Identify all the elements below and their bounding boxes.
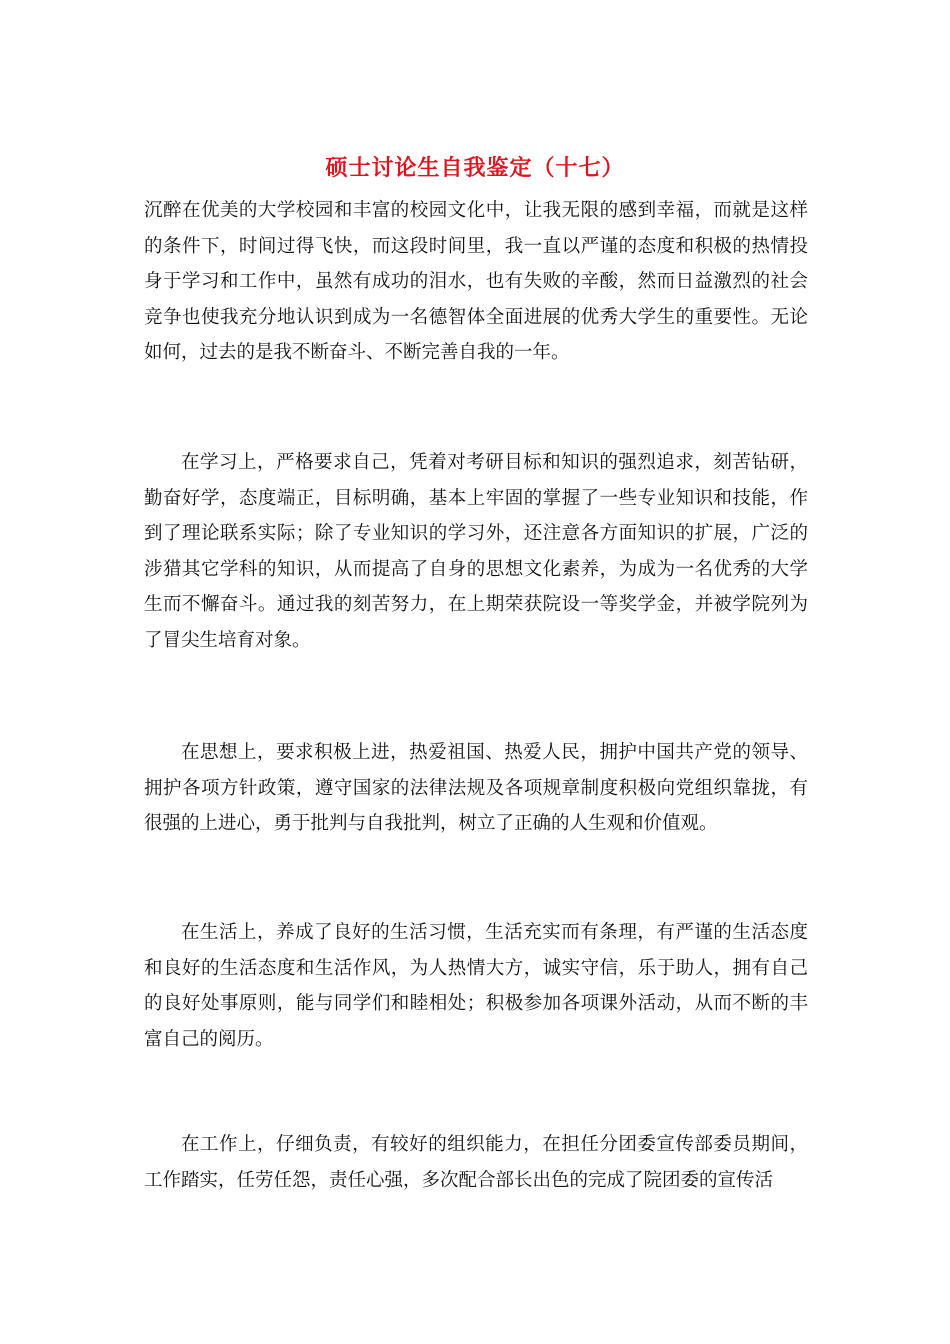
paragraph-work: 在工作上，仔细负责，有较好的组织能力，在担任分团委宣传部委员期间，工作踏实，任劳任怨，责任心强，多次配合部长出色的完成了院团委的宣传活 <box>144 1134 808 1191</box>
paragraph-intro: 沉醉在优美的大学校园和丰富的校园文化中，让我无限的感到幸福，而就是这样的条件下，时间过得飞快，而这段时间里，我一直以严谨的态度和积极的热情投身于学习和工作中，虽然有成功的泪水，也有失败的辛酸，然而日益激烈的社会竞争也使我充分地认识到成为一名德智体全面进展的优秀大学生的重要性。无论如何，过去的是我不断奋斗、不断完善自我的一年。 <box>144 200 808 363</box>
paragraph-thought: 在思想上，要求积极上进，热爱祖国、热爱人民，拥护中国共产党的领导、拥护各项方针政策，遵守国家的法律法规及各项规章制度积极向党组织靠拢，有很强的上进心，勇于批判与自我批判，树立了正确的人生观和价值观。 <box>144 742 808 834</box>
paragraph-study: 在学习上，严格要求自己，凭着对考研目标和知识的强烈追求，刻苦钻研，勤奋好学，态度端正，目标明确，基本上牢固的掌握了一些专业知识和技能，作到了理论联系实际；除了专业知识的学习外，还注意各方面知识的扩展，广泛的涉猎其它学科的知识，从而提高了自身的思想文化素养，为成为一名优秀的大学生而不懈奋斗。通过我的刻苦努力，在上期荣获院设一等奖学金，并被学院列为了冒尖生培育对象。 <box>144 452 808 651</box>
document-title: 硕士讨论生自我鉴定（十七） <box>325 155 625 181</box>
paragraph-life: 在生活上，养成了良好的生活习惯，生活充实而有条理，有严谨的生活态度和良好的生活态度和生活作风，为人热情大方，诚实守信，乐于助人，拥有自己的良好处事原则，能与同学们和睦相处；积极参加各项课外活动，从而不断的丰富自己的阅历。 <box>144 922 808 1050</box>
